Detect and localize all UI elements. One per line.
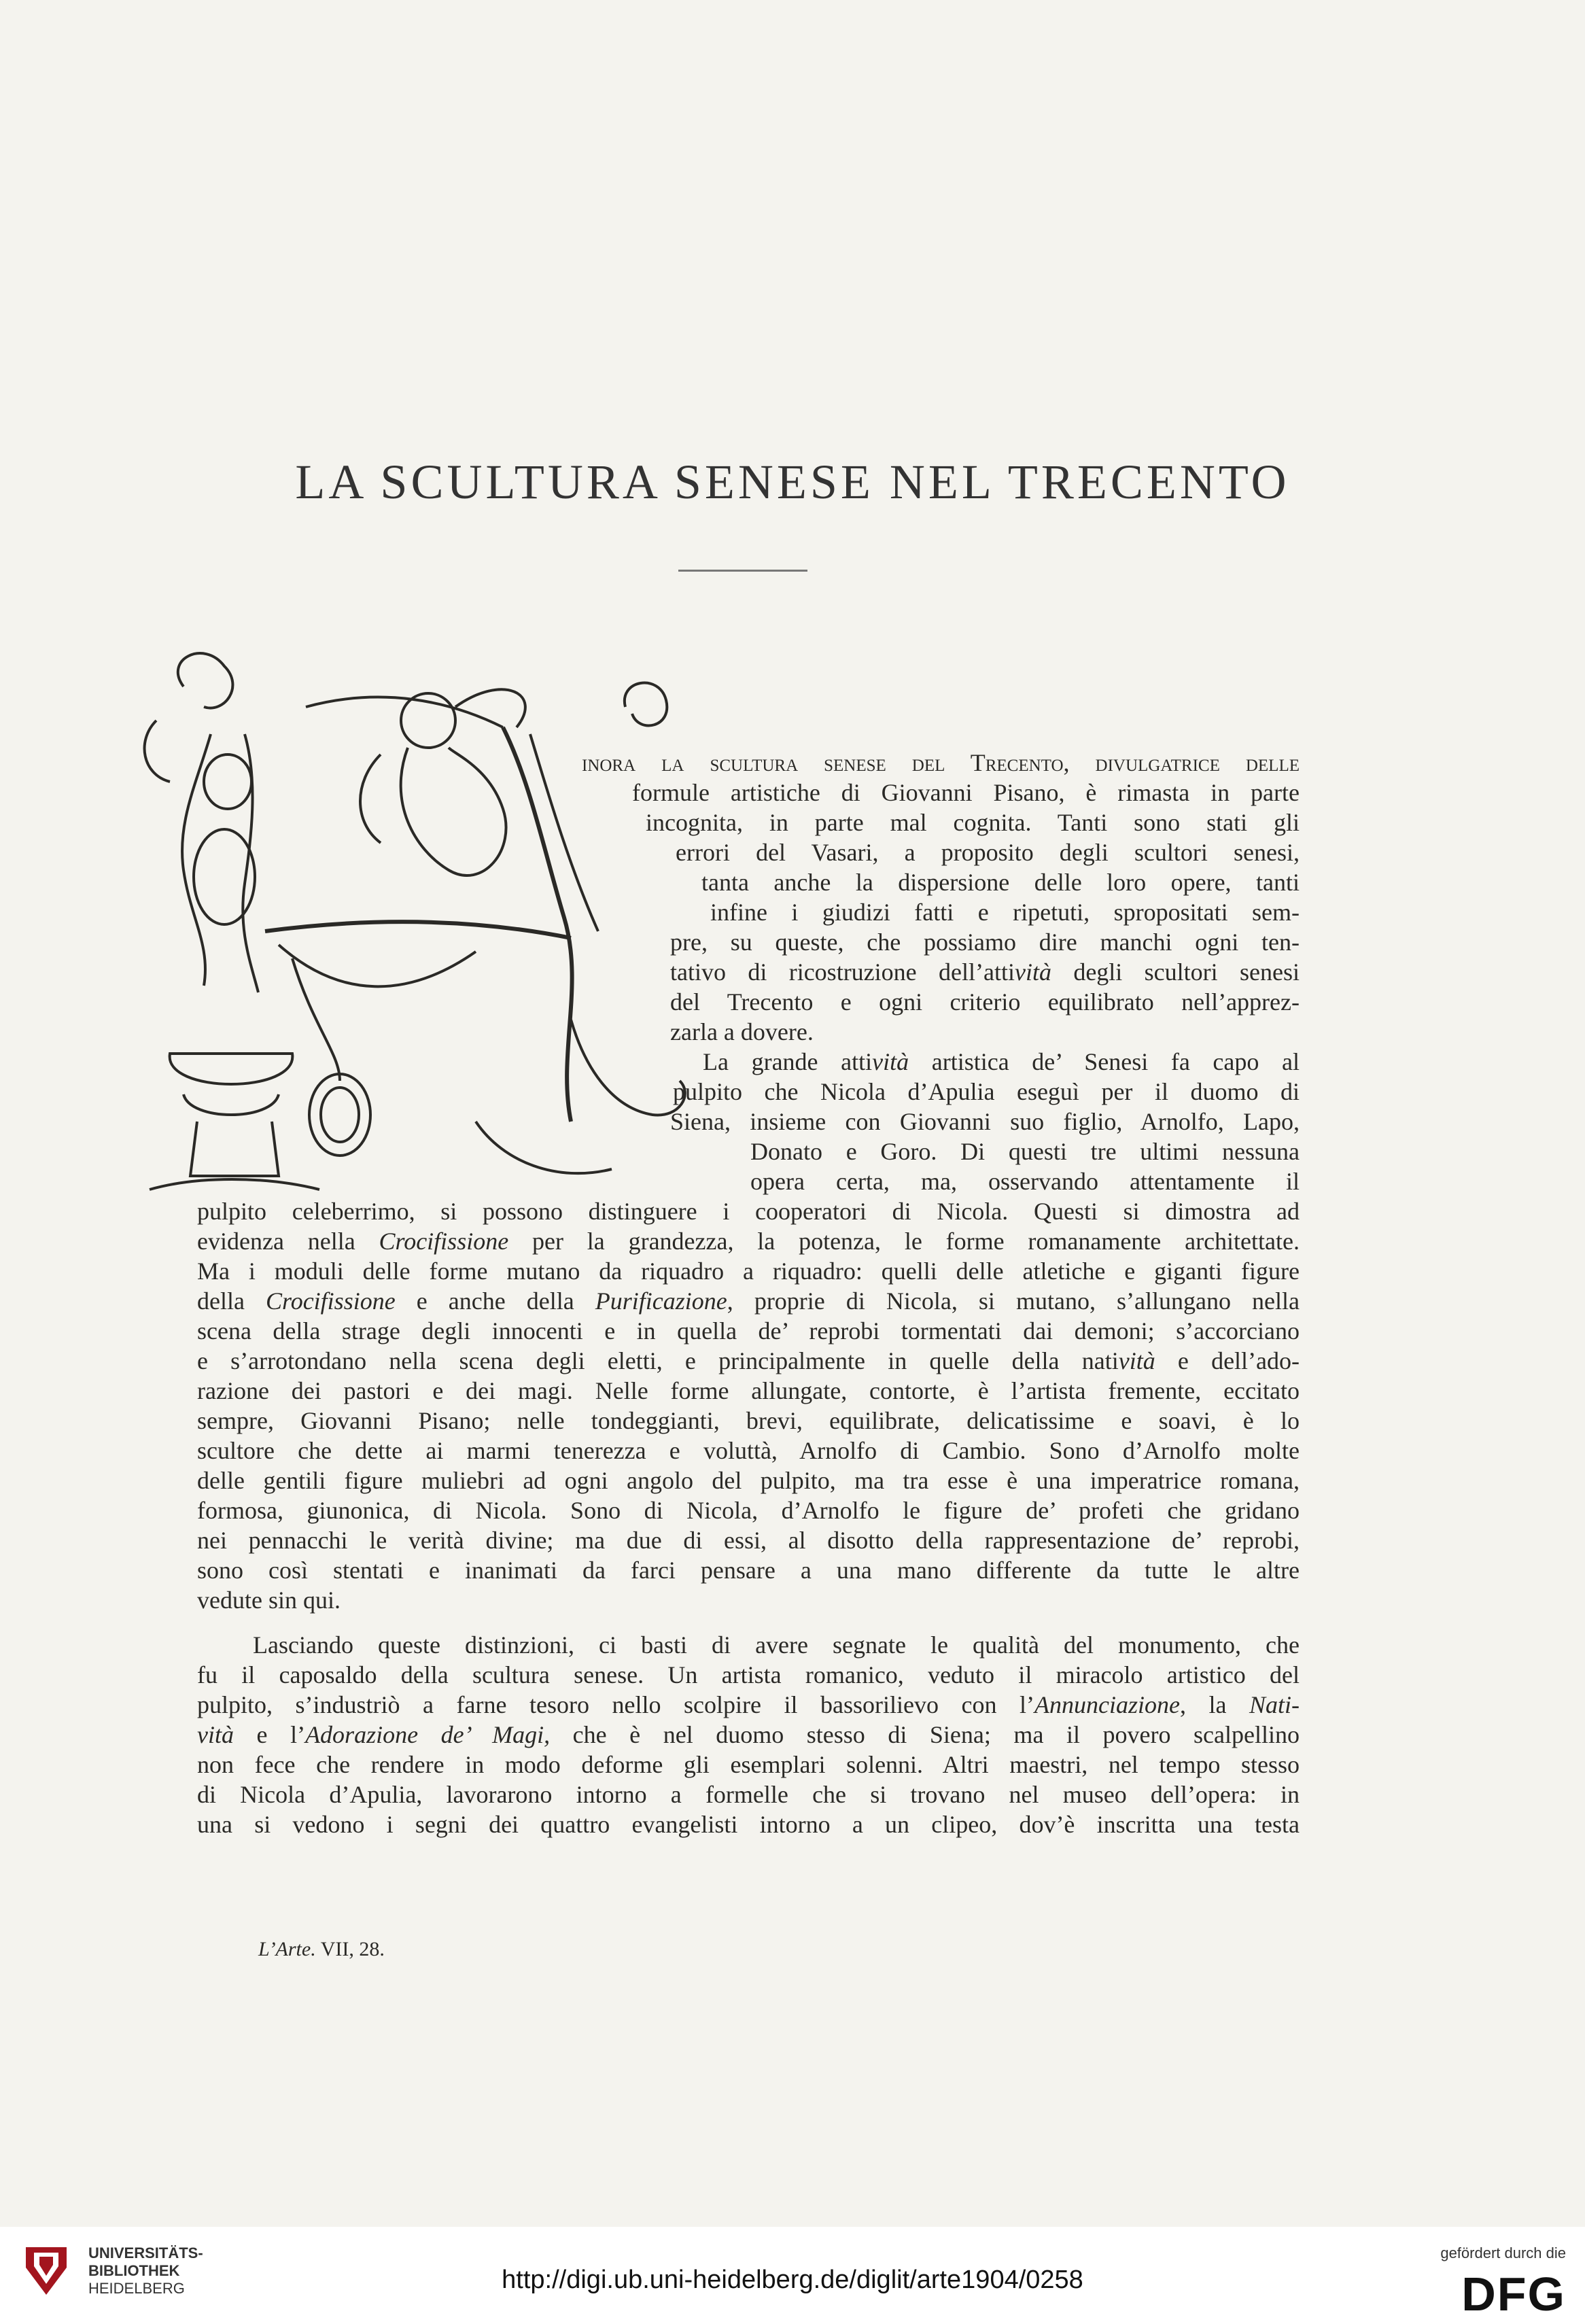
- text-line: delle gentili figure muliebri ad ogni angolo del pulpito, ma tra esse è una imperatrice romana,: [197, 1467, 1300, 1494]
- text-line: pre, su queste, che possiamo dire manchi ogni ten-: [670, 929, 1300, 956]
- text-line: di Nicola d’Apulia, lavorarono intorno a formelle che si trovano nel museo dell’opera: in: [197, 1781, 1300, 1808]
- text-line: inora la scultura senese del Trecento, divulgatrice delle: [582, 749, 1300, 776]
- dfg-logo: DFG: [1461, 2268, 1566, 2321]
- text-line: vità e l’Adorazione de’ Magi, che è nel duomo stesso di Siena; ma il povero scalpellino: [197, 1721, 1300, 1748]
- text-line: una si vedono i segni dei quattro evangelisti intorno a un clipeo, dov’è inscritta una testa: [197, 1811, 1300, 1838]
- text-line: sempre, Giovanni Pisano; nelle tondeggianti, brevi, equilibrate, delicatissime e soavi, è lo: [197, 1407, 1300, 1434]
- text-line: Lasciando queste distinzioni, ci basti di avere segnate le qualità del monumento, che: [253, 1631, 1300, 1659]
- text-line: formule artistiche di Giovanni Pisano, è rimasta in parte: [632, 779, 1300, 806]
- text-line: Donato e Goro. Di questi tre ultimi nessuna: [750, 1138, 1300, 1165]
- text-line: fu il caposaldo della scultura senese. Un artista romanico, veduto il miracolo artistico del: [197, 1661, 1300, 1688]
- text-line: e s’arrotondano nella scena degli eletti, e principalmente in quelle della natività e dell’ado-: [197, 1347, 1300, 1374]
- text-line: scultore che dette ai marmi tenerezza e voluttà, Arnolfo di Cambio. Sono d’Arnolfo molte: [197, 1437, 1300, 1464]
- library-line: BIBLIOTHEK: [88, 2262, 180, 2279]
- text-line: La grande attività artistica de’ Senesi fa capo al: [703, 1048, 1300, 1075]
- text-line: pulpito che Nicola d’Apulia eseguì per il duomo di: [673, 1078, 1300, 1105]
- text-line: Siena, insieme con Giovanni suo figlio, Arnolfo, Lapo,: [670, 1108, 1300, 1135]
- text-line: opera certa, ma, osservando attentamente il: [750, 1168, 1300, 1195]
- text-line: evidenza nella Crocifissione per la grandezza, la potenza, le forme romanamente architettate.: [197, 1228, 1300, 1255]
- text-line: tativo di ricostruzione dell’attività degli scultori senesi: [670, 958, 1300, 986]
- text-line: vedute sin qui.: [197, 1586, 341, 1614]
- text-line: errori del Vasari, a proposito degli scultori senesi,: [676, 839, 1300, 866]
- library-line: HEIDELBERG: [88, 2280, 185, 2297]
- library-line: UNIVERSITÄTS-: [88, 2244, 203, 2261]
- text-line: incognita, in parte mal cognita. Tanti sono stati gli: [646, 809, 1300, 836]
- title-rule: [678, 570, 807, 572]
- text-line: pulpito, s’industriò a farne tesoro nello scolpire il bassorilievo con l’Annunciazione, la Nati-: [197, 1691, 1300, 1718]
- ornamental-initial-icon: [95, 646, 748, 1224]
- text-line: nei pennacchi le verità divine; ma due di essi, al disotto della rappresentazione de’ reprobi,: [197, 1527, 1300, 1554]
- text-line: tanta anche la dispersione delle loro opere, tanti: [701, 869, 1300, 896]
- text-line: scena della strage degli innocenti e in quella de’ reprobi tormentati dai demoni; s’accorciano: [197, 1317, 1300, 1345]
- text-line: formosa, giunonica, di Nicola. Sono di Nicola, d’Arnolfo le figure de’ profeti che gridano: [197, 1497, 1300, 1524]
- page-title: LA SCULTURA SENESE NEL TRECENTO: [295, 455, 1290, 509]
- text-line: Ma i moduli delle forme mutano da riquadro a riquadro: quelli delle atletiche e giganti figure: [197, 1258, 1300, 1285]
- text-line: infine i giudizi fatti e ripetuti, spropositati sem-: [710, 899, 1300, 926]
- text-line: sono così stentati e inanimati da farci pensare a una mano differente da tutte le altre: [197, 1557, 1300, 1584]
- text-line: della Crocifissione e anche della Purificazione, proprie di Nicola, si mutano, s’allungano nella: [197, 1287, 1300, 1315]
- text-line: del Trecento e ogni criterio equilibrato nell’apprez-: [670, 988, 1300, 1016]
- journal-volume: VII, 28.: [320, 1938, 385, 1960]
- text-line: zarla a dovere.: [670, 1018, 814, 1045]
- sponsor-label: gefördert durch die: [1440, 2244, 1566, 2261]
- text-line: non fece che rendere in modo deforme gli esemplari solenni. Altri maestri, nel tempo stesso: [197, 1751, 1300, 1778]
- text-line: razione dei pastori e dei magi. Nelle forme allungate, contorte, è l’artista fremente, eccitato: [197, 1377, 1300, 1404]
- text-line: pulpito celeberrimo, si possono distinguere i cooperatori di Nicola. Questi si dimostra ad: [197, 1198, 1300, 1225]
- source-url-link[interactable]: http://digi.ub.uni-heidelberg.de/diglit/arte1904/0258: [502, 2266, 1083, 2294]
- journal-name: L’Arte.: [258, 1938, 316, 1960]
- journal-signature: [258, 1938, 385, 1961]
